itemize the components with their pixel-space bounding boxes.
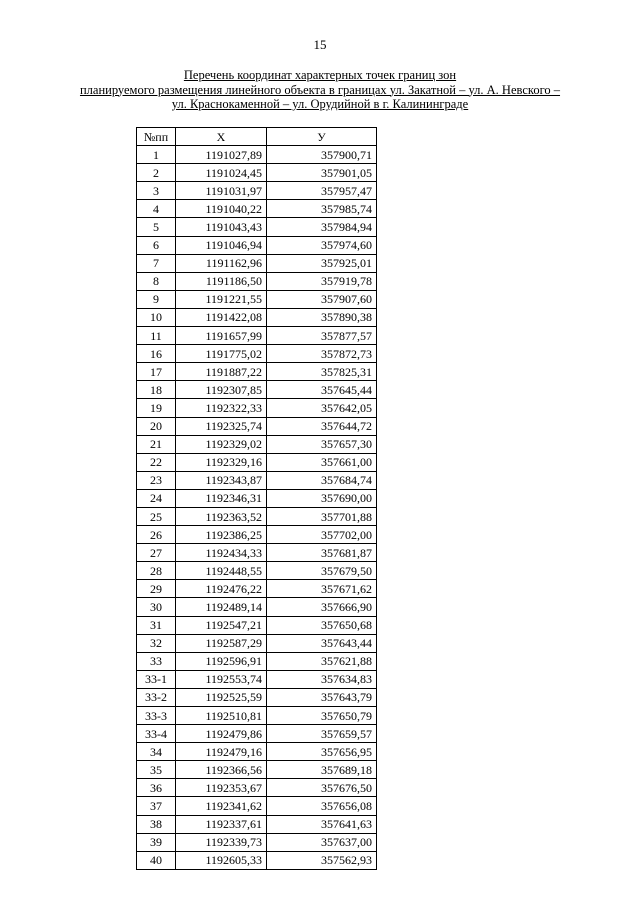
y-coordinate-cell: 357562,93 xyxy=(267,851,377,869)
table-row xyxy=(137,507,377,525)
y-coordinate-cell: 357872,73 xyxy=(267,345,377,363)
x-coordinate-cell: 1191775,02 xyxy=(176,345,267,363)
table-row xyxy=(137,797,377,815)
point-number-cell: 10 xyxy=(137,308,176,326)
point-number-cell: 33-3 xyxy=(137,707,176,725)
point-number-cell: 38 xyxy=(137,815,176,833)
x-coordinate-cell: 1192343,87 xyxy=(176,471,267,489)
point-number-cell: 26 xyxy=(137,526,176,544)
point-number-cell: 18 xyxy=(137,381,176,399)
table-row xyxy=(137,290,377,308)
x-coordinate-cell: 1192510,81 xyxy=(176,707,267,725)
x-coordinate-cell: 1191024,45 xyxy=(176,164,267,182)
title-line-1: Перечень координат характерных точек границ зон xyxy=(183,68,457,82)
x-coordinate-cell: 1191422,08 xyxy=(176,308,267,326)
x-coordinate-cell: 1192353,67 xyxy=(176,779,267,797)
table-row xyxy=(137,417,377,435)
header-x: X xyxy=(176,128,267,146)
y-coordinate-cell: 357642,05 xyxy=(267,399,377,417)
x-coordinate-cell: 1192547,21 xyxy=(176,616,267,634)
table-row xyxy=(137,761,377,779)
table-row xyxy=(137,363,377,381)
x-coordinate-cell: 1192322,33 xyxy=(176,399,267,417)
table-row xyxy=(137,218,377,236)
point-number-cell: 8 xyxy=(137,272,176,290)
y-coordinate-cell: 357656,08 xyxy=(267,797,377,815)
point-number-cell: 22 xyxy=(137,453,176,471)
title-line-2: планируемого размещения линейного объекта в границах ул. Закатной – ул. А. Невского – xyxy=(79,82,561,97)
point-number-cell: 19 xyxy=(137,399,176,417)
point-number-cell: 37 xyxy=(137,797,176,815)
table-row xyxy=(137,381,377,399)
x-coordinate-cell: 1191221,55 xyxy=(176,290,267,308)
table-row xyxy=(137,725,377,743)
point-number-cell: 30 xyxy=(137,598,176,616)
y-coordinate-cell: 357676,50 xyxy=(267,779,377,797)
x-coordinate-cell: 1191031,97 xyxy=(176,182,267,200)
x-coordinate-cell: 1192525,59 xyxy=(176,688,267,706)
x-coordinate-cell: 1192339,73 xyxy=(176,833,267,851)
table-row xyxy=(137,200,377,218)
point-number-cell: 9 xyxy=(137,290,176,308)
table-row xyxy=(137,544,377,562)
x-coordinate-cell: 1192553,74 xyxy=(176,670,267,688)
table-row xyxy=(137,833,377,851)
point-number-cell: 31 xyxy=(137,616,176,634)
x-coordinate-cell: 1192479,86 xyxy=(176,725,267,743)
table-row xyxy=(137,471,377,489)
point-number-cell: 5 xyxy=(137,218,176,236)
point-number-cell: 40 xyxy=(137,851,176,869)
y-coordinate-cell: 357974,60 xyxy=(267,236,377,254)
table-row xyxy=(137,580,377,598)
table-row xyxy=(137,707,377,725)
y-coordinate-cell: 357901,05 xyxy=(267,164,377,182)
point-number-cell: 16 xyxy=(137,345,176,363)
table-row xyxy=(137,598,377,616)
table-row xyxy=(137,453,377,471)
table-body xyxy=(137,146,377,870)
y-coordinate-cell: 357900,71 xyxy=(267,146,377,164)
point-number-cell: 28 xyxy=(137,562,176,580)
x-coordinate-cell: 1191162,96 xyxy=(176,254,267,272)
x-coordinate-cell: 1192587,29 xyxy=(176,634,267,652)
y-coordinate-cell: 357919,78 xyxy=(267,272,377,290)
table-row xyxy=(137,272,377,290)
document-title xyxy=(30,68,610,112)
coordinates-table xyxy=(136,127,377,870)
x-coordinate-cell: 1192337,61 xyxy=(176,815,267,833)
point-number-cell: 1 xyxy=(137,146,176,164)
x-coordinate-cell: 1192307,85 xyxy=(176,381,267,399)
point-number-cell: 24 xyxy=(137,489,176,507)
point-number-cell: 3 xyxy=(137,182,176,200)
x-coordinate-cell: 1192605,33 xyxy=(176,851,267,869)
point-number-cell: 17 xyxy=(137,363,176,381)
point-number-cell: 33-1 xyxy=(137,670,176,688)
table-row xyxy=(137,851,377,869)
y-coordinate-cell: 357637,00 xyxy=(267,833,377,851)
table-header-row xyxy=(137,128,377,146)
y-coordinate-cell: 357679,50 xyxy=(267,562,377,580)
point-number-cell: 33-4 xyxy=(137,725,176,743)
header-number: №пп xyxy=(137,128,176,146)
x-coordinate-cell: 1192325,74 xyxy=(176,417,267,435)
table-row xyxy=(137,743,377,761)
point-number-cell: 32 xyxy=(137,634,176,652)
table-row xyxy=(137,236,377,254)
x-coordinate-cell: 1192489,14 xyxy=(176,598,267,616)
x-coordinate-cell: 1192434,33 xyxy=(176,544,267,562)
table-row xyxy=(137,562,377,580)
point-number-cell: 11 xyxy=(137,327,176,345)
y-coordinate-cell: 357890,38 xyxy=(267,308,377,326)
x-coordinate-cell: 1192479,16 xyxy=(176,743,267,761)
y-coordinate-cell: 357690,00 xyxy=(267,489,377,507)
point-number-cell: 25 xyxy=(137,507,176,525)
table-row xyxy=(137,616,377,634)
x-coordinate-cell: 1191046,94 xyxy=(176,236,267,254)
point-number-cell: 33 xyxy=(137,652,176,670)
y-coordinate-cell: 357684,74 xyxy=(267,471,377,489)
y-coordinate-cell: 357701,88 xyxy=(267,507,377,525)
y-coordinate-cell: 357907,60 xyxy=(267,290,377,308)
y-coordinate-cell: 357641,63 xyxy=(267,815,377,833)
point-number-cell: 7 xyxy=(137,254,176,272)
y-coordinate-cell: 357984,94 xyxy=(267,218,377,236)
x-coordinate-cell: 1191043,43 xyxy=(176,218,267,236)
table-row xyxy=(137,327,377,345)
point-number-cell: 27 xyxy=(137,544,176,562)
x-coordinate-cell: 1191887,22 xyxy=(176,363,267,381)
table-row xyxy=(137,254,377,272)
table-row xyxy=(137,182,377,200)
table-row xyxy=(137,815,377,833)
point-number-cell: 33-2 xyxy=(137,688,176,706)
y-coordinate-cell: 357702,00 xyxy=(267,526,377,544)
y-coordinate-cell: 357634,83 xyxy=(267,670,377,688)
x-coordinate-cell: 1191040,22 xyxy=(176,200,267,218)
y-coordinate-cell: 357689,18 xyxy=(267,761,377,779)
x-coordinate-cell: 1192346,31 xyxy=(176,489,267,507)
table-row xyxy=(137,164,377,182)
point-number-cell: 35 xyxy=(137,761,176,779)
x-coordinate-cell: 1192366,56 xyxy=(176,761,267,779)
y-coordinate-cell: 357985,74 xyxy=(267,200,377,218)
point-number-cell: 34 xyxy=(137,743,176,761)
page-number: 15 xyxy=(313,37,327,52)
y-coordinate-cell: 357957,47 xyxy=(267,182,377,200)
point-number-cell: 39 xyxy=(137,833,176,851)
table-row xyxy=(137,146,377,164)
point-number-cell: 36 xyxy=(137,779,176,797)
y-coordinate-cell: 357644,72 xyxy=(267,417,377,435)
table-row xyxy=(137,435,377,453)
header-y: У xyxy=(267,128,377,146)
y-coordinate-cell: 357650,79 xyxy=(267,707,377,725)
x-coordinate-cell: 1192329,16 xyxy=(176,453,267,471)
table-row xyxy=(137,670,377,688)
x-coordinate-cell: 1192341,62 xyxy=(176,797,267,815)
y-coordinate-cell: 357661,00 xyxy=(267,453,377,471)
x-coordinate-cell: 1191186,50 xyxy=(176,272,267,290)
table-row xyxy=(137,489,377,507)
table-row xyxy=(137,688,377,706)
x-coordinate-cell: 1192329,02 xyxy=(176,435,267,453)
x-coordinate-cell: 1192476,22 xyxy=(176,580,267,598)
table-row xyxy=(137,345,377,363)
y-coordinate-cell: 357643,44 xyxy=(267,634,377,652)
point-number-cell: 4 xyxy=(137,200,176,218)
x-coordinate-cell: 1192386,25 xyxy=(176,526,267,544)
point-number-cell: 23 xyxy=(137,471,176,489)
y-coordinate-cell: 357621,88 xyxy=(267,652,377,670)
table-row xyxy=(137,308,377,326)
y-coordinate-cell: 357643,79 xyxy=(267,688,377,706)
x-coordinate-cell: 1192448,55 xyxy=(176,562,267,580)
x-coordinate-cell: 1191027,89 xyxy=(176,146,267,164)
table-row xyxy=(137,634,377,652)
y-coordinate-cell: 357650,68 xyxy=(267,616,377,634)
point-number-cell: 2 xyxy=(137,164,176,182)
y-coordinate-cell: 357681,87 xyxy=(267,544,377,562)
y-coordinate-cell: 357645,44 xyxy=(267,381,377,399)
x-coordinate-cell: 1192363,52 xyxy=(176,507,267,525)
table-row xyxy=(137,526,377,544)
point-number-cell: 21 xyxy=(137,435,176,453)
y-coordinate-cell: 357666,90 xyxy=(267,598,377,616)
table-row xyxy=(137,652,377,670)
table-row xyxy=(137,399,377,417)
point-number-cell: 6 xyxy=(137,236,176,254)
x-coordinate-cell: 1191657,99 xyxy=(176,327,267,345)
y-coordinate-cell: 357825,31 xyxy=(267,363,377,381)
y-coordinate-cell: 357671,62 xyxy=(267,580,377,598)
y-coordinate-cell: 357656,95 xyxy=(267,743,377,761)
x-coordinate-cell: 1192596,91 xyxy=(176,652,267,670)
title-line-3: ул. Краснокаменной – ул. Орудийной в г. Калининграде xyxy=(171,97,469,111)
y-coordinate-cell: 357925,01 xyxy=(267,254,377,272)
y-coordinate-cell: 357877,57 xyxy=(267,327,377,345)
point-number-cell: 20 xyxy=(137,417,176,435)
y-coordinate-cell: 357657,30 xyxy=(267,435,377,453)
table-row xyxy=(137,779,377,797)
y-coordinate-cell: 357659,57 xyxy=(267,725,377,743)
point-number-cell: 29 xyxy=(137,580,176,598)
